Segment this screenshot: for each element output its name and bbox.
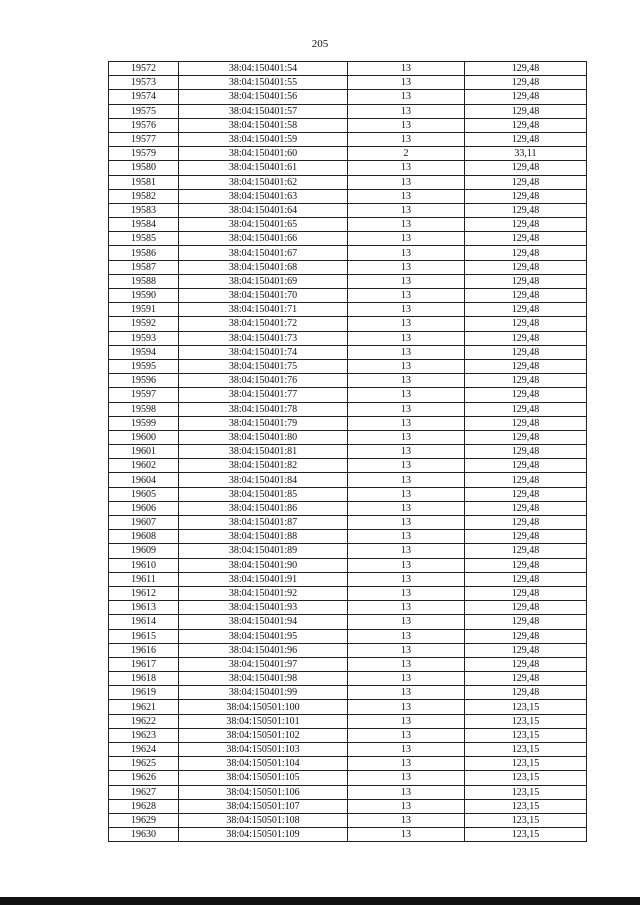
cadastral-number-cell: 38:04:150401:85: [179, 487, 348, 501]
row-number-cell: 19619: [109, 686, 179, 700]
area-cell: 123,15: [465, 799, 587, 813]
cadastral-number-cell: 38:04:150401:66: [179, 232, 348, 246]
table-row: [109, 132, 587, 146]
row-number-cell: 19617: [109, 657, 179, 671]
count-cell: 13: [348, 445, 465, 459]
count-cell: 13: [348, 813, 465, 827]
table-row: [109, 799, 587, 813]
row-number-cell: 19606: [109, 501, 179, 515]
count-cell: 13: [348, 615, 465, 629]
cadastral-number-cell: 38:04:150501:109: [179, 828, 348, 842]
area-cell: 129,48: [465, 359, 587, 373]
area-cell: 123,15: [465, 714, 587, 728]
table-row: [109, 813, 587, 827]
cadastral-number-cell: 38:04:150401:58: [179, 118, 348, 132]
table-row: [109, 558, 587, 572]
row-number-cell: 19628: [109, 799, 179, 813]
area-cell: 129,48: [465, 189, 587, 203]
table-row: [109, 118, 587, 132]
count-cell: 13: [348, 430, 465, 444]
count-cell: 13: [348, 175, 465, 189]
table-row: [109, 615, 587, 629]
count-cell: 2: [348, 147, 465, 161]
cadastral-number-cell: 38:04:150401:81: [179, 445, 348, 459]
cadastral-number-cell: 38:04:150401:98: [179, 672, 348, 686]
table-row: [109, 828, 587, 842]
row-number-cell: 19600: [109, 430, 179, 444]
row-number-cell: 19577: [109, 132, 179, 146]
row-number-cell: 19576: [109, 118, 179, 132]
count-cell: 13: [348, 388, 465, 402]
area-cell: 129,48: [465, 572, 587, 586]
count-cell: 13: [348, 374, 465, 388]
row-number-cell: 19613: [109, 601, 179, 615]
cadastral-number-cell: 38:04:150401:94: [179, 615, 348, 629]
table-row: [109, 743, 587, 757]
row-number-cell: 19572: [109, 62, 179, 76]
area-cell: 129,48: [465, 516, 587, 530]
count-cell: 13: [348, 643, 465, 657]
page-number: 205: [311, 38, 329, 50]
cadastral-number-cell: 38:04:150501:100: [179, 700, 348, 714]
area-cell: 129,48: [465, 90, 587, 104]
row-number-cell: 19591: [109, 303, 179, 317]
table-row: [109, 218, 587, 232]
cadastral-number-cell: 38:04:150401:88: [179, 530, 348, 544]
cadastral-number-cell: 38:04:150501:106: [179, 785, 348, 799]
count-cell: 13: [348, 76, 465, 90]
row-number-cell: 19608: [109, 530, 179, 544]
area-cell: 129,48: [465, 487, 587, 501]
cadastral-number-cell: 38:04:150501:104: [179, 757, 348, 771]
row-number-cell: 19612: [109, 586, 179, 600]
cadastral-number-cell: 38:04:150401:95: [179, 629, 348, 643]
count-cell: 13: [348, 714, 465, 728]
row-number-cell: 19624: [109, 743, 179, 757]
cadastral-number-cell: 38:04:150401:67: [179, 246, 348, 260]
count-cell: 13: [348, 657, 465, 671]
area-cell: 129,48: [465, 430, 587, 444]
area-cell: 123,15: [465, 728, 587, 742]
area-cell: 129,48: [465, 260, 587, 274]
cadastral-number-cell: 38:04:150501:103: [179, 743, 348, 757]
table-row: [109, 757, 587, 771]
cadastral-number-cell: 38:04:150401:90: [179, 558, 348, 572]
count-cell: 13: [348, 203, 465, 217]
count-cell: 13: [348, 416, 465, 430]
table-row: [109, 317, 587, 331]
table-row: [109, 459, 587, 473]
table-row: [109, 487, 587, 501]
area-cell: 129,48: [465, 586, 587, 600]
count-cell: 13: [348, 232, 465, 246]
count-cell: 13: [348, 274, 465, 288]
cadastral-number-cell: 38:04:150401:65: [179, 218, 348, 232]
table-row: [109, 260, 587, 274]
area-cell: 123,15: [465, 785, 587, 799]
cadastral-number-cell: 38:04:150401:60: [179, 147, 348, 161]
cadastral-number-cell: 38:04:150401:55: [179, 76, 348, 90]
row-number-cell: 19615: [109, 629, 179, 643]
cadastral-number-cell: 38:04:150401:82: [179, 459, 348, 473]
cadastral-number-cell: 38:04:150401:56: [179, 90, 348, 104]
cadastral-number-cell: 38:04:150401:92: [179, 586, 348, 600]
row-number-cell: 19623: [109, 728, 179, 742]
count-cell: 13: [348, 672, 465, 686]
row-number-cell: 19593: [109, 331, 179, 345]
row-number-cell: 19604: [109, 473, 179, 487]
table-row: [109, 501, 587, 515]
count-cell: 13: [348, 572, 465, 586]
area-cell: 129,48: [465, 175, 587, 189]
area-cell: 123,15: [465, 771, 587, 785]
cadastral-number-cell: 38:04:150401:59: [179, 132, 348, 146]
table-row: [109, 516, 587, 530]
count-cell: 13: [348, 601, 465, 615]
row-number-cell: 19599: [109, 416, 179, 430]
area-cell: 129,48: [465, 388, 587, 402]
table-row: [109, 62, 587, 76]
table-row: [109, 359, 587, 373]
row-number-cell: 19580: [109, 161, 179, 175]
area-cell: 129,48: [465, 246, 587, 260]
table-row: [109, 530, 587, 544]
row-number-cell: 19579: [109, 147, 179, 161]
table-row: [109, 700, 587, 714]
count-cell: 13: [348, 516, 465, 530]
cadastral-number-cell: 38:04:150401:93: [179, 601, 348, 615]
row-number-cell: 19592: [109, 317, 179, 331]
cadastral-number-cell: 38:04:150501:101: [179, 714, 348, 728]
row-number-cell: 19609: [109, 544, 179, 558]
count-cell: 13: [348, 218, 465, 232]
area-cell: 129,48: [465, 203, 587, 217]
area-cell: 129,48: [465, 445, 587, 459]
count-cell: 13: [348, 189, 465, 203]
area-cell: 33,11: [465, 147, 587, 161]
row-number-cell: 19586: [109, 246, 179, 260]
cadastral-number-cell: 38:04:150401:71: [179, 303, 348, 317]
table-row: [109, 629, 587, 643]
row-number-cell: 19584: [109, 218, 179, 232]
cadastral-number-cell: 38:04:150501:105: [179, 771, 348, 785]
table-row: [109, 345, 587, 359]
area-cell: 129,48: [465, 274, 587, 288]
area-cell: 129,48: [465, 345, 587, 359]
area-cell: 129,48: [465, 629, 587, 643]
area-cell: 129,48: [465, 459, 587, 473]
row-number-cell: 19625: [109, 757, 179, 771]
table-row: [109, 331, 587, 345]
area-cell: 129,48: [465, 402, 587, 416]
cadastral-number-cell: 38:04:150501:108: [179, 813, 348, 827]
count-cell: 13: [348, 629, 465, 643]
area-cell: 129,48: [465, 672, 587, 686]
count-cell: 13: [348, 785, 465, 799]
table-row: [109, 76, 587, 90]
cadastral-number-cell: 38:04:150501:102: [179, 728, 348, 742]
row-number-cell: 19630: [109, 828, 179, 842]
cadastral-number-cell: 38:04:150401:64: [179, 203, 348, 217]
row-number-cell: 19622: [109, 714, 179, 728]
row-number-cell: 19598: [109, 402, 179, 416]
row-number-cell: 19585: [109, 232, 179, 246]
table-row: [109, 657, 587, 671]
count-cell: 13: [348, 828, 465, 842]
table-row: [109, 274, 587, 288]
row-number-cell: 19588: [109, 274, 179, 288]
area-cell: 129,48: [465, 331, 587, 345]
cadastral-number-cell: 38:04:150401:86: [179, 501, 348, 515]
cadastral-number-cell: 38:04:150401:73: [179, 331, 348, 345]
cadastral-number-cell: 38:04:150401:57: [179, 104, 348, 118]
row-number-cell: 19583: [109, 203, 179, 217]
count-cell: 13: [348, 132, 465, 146]
cadastral-number-cell: 38:04:150401:75: [179, 359, 348, 373]
table-row: [109, 232, 587, 246]
table-row: [109, 147, 587, 161]
count-cell: 13: [348, 530, 465, 544]
table-row: [109, 374, 587, 388]
cadastral-number-cell: 38:04:150501:107: [179, 799, 348, 813]
cadastral-number-cell: 38:04:150401:77: [179, 388, 348, 402]
area-cell: 129,48: [465, 161, 587, 175]
cadastral-number-cell: 38:04:150401:62: [179, 175, 348, 189]
table-row: [109, 90, 587, 104]
count-cell: 13: [348, 558, 465, 572]
table-row: [109, 728, 587, 742]
row-number-cell: 19581: [109, 175, 179, 189]
cadastral-number-cell: 38:04:150401:89: [179, 544, 348, 558]
count-cell: 13: [348, 728, 465, 742]
row-number-cell: 19607: [109, 516, 179, 530]
count-cell: 13: [348, 799, 465, 813]
area-cell: 129,48: [465, 544, 587, 558]
cadastral-number-cell: 38:04:150401:99: [179, 686, 348, 700]
area-cell: 129,48: [465, 62, 587, 76]
area-cell: 123,15: [465, 757, 587, 771]
area-cell: 129,48: [465, 530, 587, 544]
table-row: [109, 104, 587, 118]
cadastral-number-cell: 38:04:150401:79: [179, 416, 348, 430]
table-row: [109, 161, 587, 175]
table-row: [109, 445, 587, 459]
area-cell: 129,48: [465, 232, 587, 246]
area-cell: 129,48: [465, 686, 587, 700]
area-cell: 123,15: [465, 828, 587, 842]
row-number-cell: 19575: [109, 104, 179, 118]
count-cell: 13: [348, 402, 465, 416]
count-cell: 13: [348, 118, 465, 132]
area-cell: 129,48: [465, 657, 587, 671]
scan-edge-bar: [0, 897, 640, 905]
cadastral-number-cell: 38:04:150401:84: [179, 473, 348, 487]
count-cell: 13: [348, 260, 465, 274]
row-number-cell: 19573: [109, 76, 179, 90]
table-row: [109, 246, 587, 260]
count-cell: 13: [348, 331, 465, 345]
row-number-cell: 19595: [109, 359, 179, 373]
table-row: [109, 402, 587, 416]
area-cell: 129,48: [465, 118, 587, 132]
row-number-cell: 19611: [109, 572, 179, 586]
area-cell: 123,15: [465, 700, 587, 714]
cadastral-number-cell: 38:04:150401:78: [179, 402, 348, 416]
count-cell: 13: [348, 104, 465, 118]
table-row: [109, 586, 587, 600]
row-number-cell: 19601: [109, 445, 179, 459]
area-cell: 123,15: [465, 743, 587, 757]
area-cell: 129,48: [465, 473, 587, 487]
area-cell: 129,48: [465, 132, 587, 146]
row-number-cell: 19602: [109, 459, 179, 473]
cadastral-number-cell: 38:04:150401:63: [179, 189, 348, 203]
count-cell: 13: [348, 345, 465, 359]
cadastral-number-cell: 38:04:150401:91: [179, 572, 348, 586]
table-row: [109, 416, 587, 430]
row-number-cell: 19618: [109, 672, 179, 686]
count-cell: 13: [348, 700, 465, 714]
row-number-cell: 19574: [109, 90, 179, 104]
table-row: [109, 672, 587, 686]
count-cell: 13: [348, 90, 465, 104]
cadastral-number-cell: 38:04:150401:76: [179, 374, 348, 388]
table-body: [109, 62, 587, 842]
area-cell: 129,48: [465, 615, 587, 629]
table-row: [109, 473, 587, 487]
table-row: [109, 430, 587, 444]
table-row: [109, 175, 587, 189]
row-number-cell: 19614: [109, 615, 179, 629]
count-cell: 13: [348, 544, 465, 558]
area-cell: 129,48: [465, 601, 587, 615]
cadastral-number-cell: 38:04:150401:96: [179, 643, 348, 657]
area-cell: 129,48: [465, 643, 587, 657]
table-row: [109, 303, 587, 317]
area-cell: 129,48: [465, 558, 587, 572]
row-number-cell: 19582: [109, 189, 179, 203]
row-number-cell: 19587: [109, 260, 179, 274]
count-cell: 13: [348, 501, 465, 515]
row-number-cell: 19610: [109, 558, 179, 572]
row-number-cell: 19590: [109, 289, 179, 303]
cadastral-number-cell: 38:04:150401:70: [179, 289, 348, 303]
cadastral-number-cell: 38:04:150401:97: [179, 657, 348, 671]
data-table: [108, 61, 587, 842]
row-number-cell: 19616: [109, 643, 179, 657]
count-cell: 13: [348, 289, 465, 303]
table-row: [109, 686, 587, 700]
row-number-cell: 19629: [109, 813, 179, 827]
cadastral-number-cell: 38:04:150401:68: [179, 260, 348, 274]
table-row: [109, 544, 587, 558]
area-cell: 129,48: [465, 218, 587, 232]
cadastral-number-cell: 38:04:150401:80: [179, 430, 348, 444]
row-number-cell: 19597: [109, 388, 179, 402]
count-cell: 13: [348, 686, 465, 700]
area-cell: 129,48: [465, 76, 587, 90]
count-cell: 13: [348, 246, 465, 260]
table-row: [109, 289, 587, 303]
area-cell: 129,48: [465, 501, 587, 515]
area-cell: 129,48: [465, 317, 587, 331]
cadastral-number-cell: 38:04:150401:72: [179, 317, 348, 331]
row-number-cell: 19594: [109, 345, 179, 359]
table-row: [109, 388, 587, 402]
cadastral-number-cell: 38:04:150401:69: [179, 274, 348, 288]
row-number-cell: 19596: [109, 374, 179, 388]
cadastral-number-cell: 38:04:150401:87: [179, 516, 348, 530]
row-number-cell: 19626: [109, 771, 179, 785]
count-cell: 13: [348, 757, 465, 771]
area-cell: 129,48: [465, 374, 587, 388]
count-cell: 13: [348, 459, 465, 473]
count-cell: 13: [348, 743, 465, 757]
count-cell: 13: [348, 303, 465, 317]
row-number-cell: 19605: [109, 487, 179, 501]
table-row: [109, 572, 587, 586]
cadastral-number-cell: 38:04:150401:74: [179, 345, 348, 359]
table-row: [109, 771, 587, 785]
area-cell: 129,48: [465, 289, 587, 303]
area-cell: 129,48: [465, 104, 587, 118]
cadastral-number-cell: 38:04:150401:54: [179, 62, 348, 76]
table-row: [109, 643, 587, 657]
cadastral-number-cell: 38:04:150401:61: [179, 161, 348, 175]
table-row: [109, 714, 587, 728]
area-cell: 123,15: [465, 813, 587, 827]
table-row: [109, 203, 587, 217]
table-row: [109, 601, 587, 615]
count-cell: 13: [348, 62, 465, 76]
count-cell: 13: [348, 487, 465, 501]
row-number-cell: 19621: [109, 700, 179, 714]
count-cell: 13: [348, 161, 465, 175]
count-cell: 13: [348, 586, 465, 600]
row-number-cell: 19627: [109, 785, 179, 799]
table-row: [109, 189, 587, 203]
area-cell: 129,48: [465, 303, 587, 317]
count-cell: 13: [348, 317, 465, 331]
count-cell: 13: [348, 473, 465, 487]
table-row: [109, 785, 587, 799]
count-cell: 13: [348, 359, 465, 373]
area-cell: 129,48: [465, 416, 587, 430]
count-cell: 13: [348, 771, 465, 785]
